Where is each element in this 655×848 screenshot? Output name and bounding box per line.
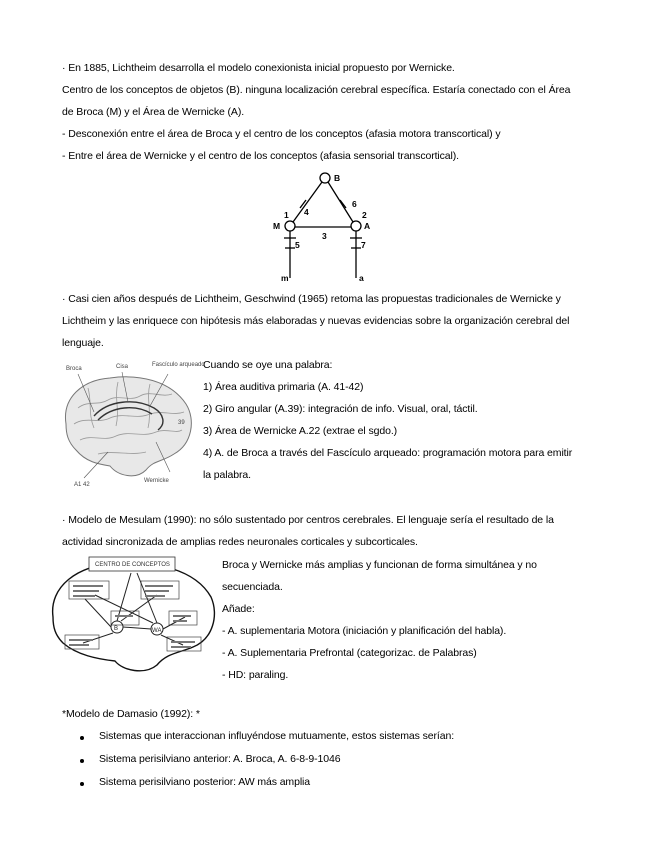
intro-line-2: Centro de los conceptos de objetos (B). ninguna localización cerebral específica. Estaría conectado con el Área bbox=[62, 84, 571, 96]
bullet-dot-2 bbox=[80, 759, 84, 763]
path-number-7: 7 bbox=[361, 240, 366, 250]
path-number-5: 5 bbox=[295, 240, 300, 250]
damasio-title: *Modelo de Damasio (1992): * bbox=[62, 708, 200, 720]
intro-line-3: de Broca (M) y el Área de Wernicke (A). bbox=[62, 106, 245, 118]
label-node-b: B bbox=[334, 173, 341, 183]
node-m-circle bbox=[285, 221, 295, 231]
label-m-bottom: m bbox=[281, 273, 289, 283]
label-wa-node: WA bbox=[152, 628, 162, 634]
damasio-item-1: Sistemas que interaccionan influyéndose mutuamente, estos sistemas serían: bbox=[99, 730, 455, 742]
label-broca: Broca bbox=[66, 366, 82, 372]
geschwind-line-3: lenguaje. bbox=[62, 337, 104, 349]
step-4-line-1: 4) A. de Broca a través del Fascículo arqueado: programación motora para emitir bbox=[203, 447, 573, 459]
step-3: 3) Área de Wernicke A.22 (extrae el sgdo.) bbox=[203, 425, 398, 437]
label-cisa: Cisa bbox=[116, 364, 129, 370]
label-node-a: A bbox=[364, 221, 371, 231]
adds-line-1: Broca y Wernicke más amplias y funcionan de forma simultánea y no bbox=[222, 559, 537, 571]
mesulam-line-1: · Modelo de Mesulam (1990): no sólo sustentado por centros cerebrales. El lenguaje sería el resultado de la bbox=[62, 514, 554, 526]
step-2: 2) Giro angular (A.39): integración de info. Visual, oral, táctil. bbox=[203, 403, 478, 415]
lichtheim-diagram bbox=[270, 170, 390, 286]
adds-line-3: Añade: bbox=[222, 603, 255, 615]
label-39: 39 bbox=[178, 420, 185, 426]
geschwind-line-2: Lichtheim y las enriquece con hipótesis más elaboradas y nuevas evidencias sobre la organización cerebral del bbox=[62, 315, 570, 327]
adds-line-2: secuenciada. bbox=[222, 581, 283, 593]
path-number-4: 4 bbox=[304, 207, 309, 217]
node-a-circle bbox=[351, 221, 361, 231]
intro-line-4: - Desconexión entre el área de Broca y el centro de los conceptos (afasia motora transcortical) y bbox=[62, 128, 501, 140]
adds-line-4: - A. suplementaria Motora (iniciación y planificación del habla). bbox=[222, 625, 507, 637]
label-fasciculo: Fascículo arqueado bbox=[152, 362, 205, 368]
geschwind-line-1: · Casi cien años después de Lichtheim, Geschwind (1965) retoma las propuestas tradicionales de Wernicke y bbox=[62, 293, 561, 305]
step-1: 1) Área auditiva primaria (A. 41-42) bbox=[203, 381, 364, 393]
path-number-2: 2 bbox=[362, 210, 367, 220]
label-node-m: M bbox=[273, 221, 281, 231]
label-b-node: B bbox=[114, 626, 119, 632]
bullet-dot-3 bbox=[80, 782, 84, 786]
label-a42: A1 42 bbox=[74, 482, 90, 488]
damasio-item-3: Sistema perisilviano posterior: AW más amplia bbox=[99, 776, 311, 788]
intro-line-1: · En 1885, Lichtheim desarrolla el modelo conexionista inicial propuesto por Wernicke. bbox=[62, 62, 455, 74]
adds-line-6: - HD: paraling. bbox=[222, 669, 289, 681]
label-concept-center: CENTRO DE CONCEPTOS bbox=[95, 562, 170, 568]
node-b-circle bbox=[320, 173, 330, 183]
label-wernicke: Wernicke bbox=[144, 478, 169, 484]
adds-line-5: - A. Suplementaria Prefrontal (categorizac. de Palabras) bbox=[222, 647, 477, 659]
path-number-3: 3 bbox=[322, 231, 327, 241]
path-number-6: 6 bbox=[352, 199, 357, 209]
label-a-bottom: a bbox=[359, 273, 364, 283]
mesulam-line-2: actividad sincronizada de amplias redes neuronales corticales y subcorticales. bbox=[62, 536, 418, 548]
intro-line-5: - Entre el área de Wernicke y el centro de los conceptos (afasia sensorial transcortical). bbox=[62, 150, 459, 162]
step-4-line-2: la palabra. bbox=[203, 469, 251, 481]
path-number-1: 1 bbox=[284, 210, 289, 220]
brain-figure-mesulam bbox=[45, 555, 220, 677]
bullet-dot-1 bbox=[80, 736, 84, 740]
steps-intro: Cuando se oye una palabra: bbox=[203, 359, 333, 371]
brain-figure-geschwind bbox=[58, 358, 205, 490]
damasio-item-2: Sistema perisilviano anterior: A. Broca, A. 6-8-9-1046 bbox=[99, 753, 341, 765]
